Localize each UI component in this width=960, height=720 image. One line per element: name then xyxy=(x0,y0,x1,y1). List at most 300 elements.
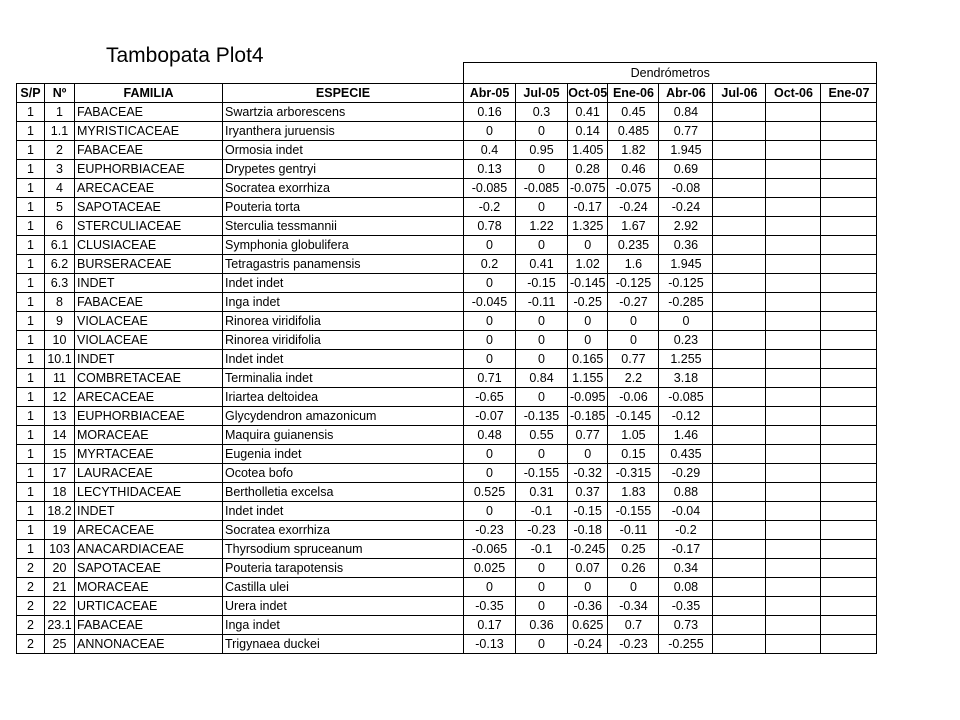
cell-familia: MYRTACEAE xyxy=(75,445,223,464)
cell-value xyxy=(713,483,766,502)
dendrometros-group-header: Dendrómetros xyxy=(464,63,877,84)
cell-value: 0.55 xyxy=(516,426,568,445)
cell-especie: Eugenia indet xyxy=(223,445,464,464)
cell-especie: Swartzia arborescens xyxy=(223,103,464,122)
cell-value: -0.1 xyxy=(516,540,568,559)
cell-value xyxy=(766,141,821,160)
cell-value xyxy=(821,388,877,407)
cell-no: 25 xyxy=(45,635,75,654)
cell-familia: URTICACEAE xyxy=(75,597,223,616)
table-row xyxy=(17,407,877,426)
cell-value: 0.78 xyxy=(464,217,516,236)
cell-value: -0.125 xyxy=(608,274,659,293)
cell-value: 0.025 xyxy=(464,559,516,578)
table-row xyxy=(17,141,877,160)
cell-value: 0.88 xyxy=(659,483,713,502)
table-row xyxy=(17,540,877,559)
cell-familia: BURSERACEAE xyxy=(75,255,223,274)
cell-value xyxy=(713,255,766,274)
cell-value: 0 xyxy=(464,578,516,597)
cell-value: -0.075 xyxy=(608,179,659,198)
cell-value xyxy=(821,597,877,616)
cell-value xyxy=(766,312,821,331)
cell-value xyxy=(766,331,821,350)
cell-familia: EUPHORBIACEAE xyxy=(75,407,223,426)
cell-value: -0.185 xyxy=(568,407,608,426)
cell-sp: 1 xyxy=(17,236,45,255)
cell-value: 0 xyxy=(516,597,568,616)
table-row xyxy=(17,255,877,274)
cell-especie: Maquira guianensis xyxy=(223,426,464,445)
cell-value: -0.04 xyxy=(659,502,713,521)
cell-value xyxy=(713,597,766,616)
cell-value: -0.17 xyxy=(659,540,713,559)
cell-no: 10 xyxy=(45,331,75,350)
cell-value: -0.095 xyxy=(568,388,608,407)
cell-value xyxy=(766,369,821,388)
cell-value: -0.075 xyxy=(568,179,608,198)
cell-value: 0.4 xyxy=(464,141,516,160)
cell-sp: 1 xyxy=(17,312,45,331)
cell-value: -0.24 xyxy=(608,198,659,217)
cell-value xyxy=(713,198,766,217)
cell-familia: VIOLACEAE xyxy=(75,331,223,350)
cell-familia: FABACEAE xyxy=(75,103,223,122)
cell-value: 0.28 xyxy=(568,160,608,179)
cell-value xyxy=(821,312,877,331)
cell-value xyxy=(821,426,877,445)
cell-value: -0.08 xyxy=(659,179,713,198)
cell-value: -0.1 xyxy=(516,502,568,521)
cell-value: -0.245 xyxy=(568,540,608,559)
cell-value: 0 xyxy=(608,312,659,331)
cell-value: -0.155 xyxy=(516,464,568,483)
cell-no: 23.1 xyxy=(45,616,75,635)
cell-value: 0 xyxy=(464,312,516,331)
cell-value xyxy=(766,616,821,635)
cell-value: 0 xyxy=(464,445,516,464)
cell-value xyxy=(766,217,821,236)
cell-value xyxy=(766,122,821,141)
cell-value xyxy=(713,122,766,141)
cell-familia: SAPOTACEAE xyxy=(75,198,223,217)
cell-value: 0 xyxy=(568,312,608,331)
cell-value xyxy=(821,407,877,426)
table-row xyxy=(17,521,877,540)
col-header-jul-05: Jul-05 xyxy=(516,84,568,103)
cell-value: 0 xyxy=(464,331,516,350)
cell-value: -0.125 xyxy=(659,274,713,293)
cell-no: 20 xyxy=(45,559,75,578)
cell-value: -0.15 xyxy=(568,502,608,521)
cell-value: -0.24 xyxy=(659,198,713,217)
cell-value: 0.71 xyxy=(464,369,516,388)
cell-value xyxy=(713,103,766,122)
cell-value: -0.32 xyxy=(568,464,608,483)
cell-value: -0.145 xyxy=(608,407,659,426)
cell-especie: Indet indet xyxy=(223,502,464,521)
cell-sp: 1 xyxy=(17,464,45,483)
cell-especie: Indet indet xyxy=(223,350,464,369)
cell-especie: Trigynaea duckei xyxy=(223,635,464,654)
col-header-ene-07: Ene-07 xyxy=(821,84,877,103)
cell-especie: Iryanthera juruensis xyxy=(223,122,464,141)
cell-value: -0.34 xyxy=(608,597,659,616)
cell-familia: EUPHORBIACEAE xyxy=(75,160,223,179)
cell-value: 3.18 xyxy=(659,369,713,388)
table-row xyxy=(17,236,877,255)
cell-especie: Indet indet xyxy=(223,274,464,293)
cell-value xyxy=(821,483,877,502)
cell-value: 0.625 xyxy=(568,616,608,635)
cell-no: 1.1 xyxy=(45,122,75,141)
cell-familia: ANNONACEAE xyxy=(75,635,223,654)
cell-value: 0 xyxy=(608,578,659,597)
cell-especie: Pouteria torta xyxy=(223,198,464,217)
cell-value: 0 xyxy=(464,122,516,141)
cell-value xyxy=(821,350,877,369)
cell-especie: Inga indet xyxy=(223,616,464,635)
cell-sp: 2 xyxy=(17,635,45,654)
cell-no: 22 xyxy=(45,597,75,616)
cell-sp: 1 xyxy=(17,331,45,350)
cell-sp: 1 xyxy=(17,179,45,198)
cell-value: 0.3 xyxy=(516,103,568,122)
cell-value: 1.83 xyxy=(608,483,659,502)
cell-value xyxy=(713,141,766,160)
cell-value: 0 xyxy=(516,388,568,407)
cell-value xyxy=(821,540,877,559)
cell-value: 0.15 xyxy=(608,445,659,464)
cell-value: 0.23 xyxy=(659,331,713,350)
table-row xyxy=(17,293,877,312)
cell-especie: Thyrsodium spruceanum xyxy=(223,540,464,559)
cell-familia: SAPOTACEAE xyxy=(75,559,223,578)
table-row xyxy=(17,578,877,597)
cell-value: -0.255 xyxy=(659,635,713,654)
cell-value: -0.285 xyxy=(659,293,713,312)
cell-familia: MYRISTICACEAE xyxy=(75,122,223,141)
cell-value xyxy=(821,255,877,274)
cell-value xyxy=(713,160,766,179)
cell-value: 0 xyxy=(516,122,568,141)
cell-value: -0.07 xyxy=(464,407,516,426)
cell-value xyxy=(766,388,821,407)
cell-especie: Iriartea deltoidea xyxy=(223,388,464,407)
cell-value xyxy=(821,198,877,217)
cell-value: -0.065 xyxy=(464,540,516,559)
cell-especie: Inga indet xyxy=(223,293,464,312)
cell-value xyxy=(821,293,877,312)
cell-value: 0.13 xyxy=(464,160,516,179)
col-header-jul-06: Jul-06 xyxy=(713,84,766,103)
table-row xyxy=(17,103,877,122)
cell-value: -0.145 xyxy=(568,274,608,293)
cell-value: -0.2 xyxy=(659,521,713,540)
cell-familia: COMBRETACEAE xyxy=(75,369,223,388)
cell-value xyxy=(766,103,821,122)
cell-no: 9 xyxy=(45,312,75,331)
cell-no: 18.2 xyxy=(45,502,75,521)
col-header-no: Nº xyxy=(45,84,75,103)
cell-sp: 1 xyxy=(17,369,45,388)
cell-value xyxy=(713,236,766,255)
cell-familia: CLUSIACEAE xyxy=(75,236,223,255)
cell-value: 0 xyxy=(516,635,568,654)
cell-value: -0.65 xyxy=(464,388,516,407)
cell-value: -0.085 xyxy=(464,179,516,198)
cell-value: -0.2 xyxy=(464,198,516,217)
cell-value: 0.36 xyxy=(516,616,568,635)
table-row xyxy=(17,426,877,445)
cell-value: -0.35 xyxy=(464,597,516,616)
cell-value: 0.84 xyxy=(516,369,568,388)
cell-familia: ARECACEAE xyxy=(75,179,223,198)
cell-value: -0.12 xyxy=(659,407,713,426)
cell-value: -0.23 xyxy=(516,521,568,540)
cell-value: 0.07 xyxy=(568,559,608,578)
cell-value: 0 xyxy=(516,445,568,464)
cell-sp: 1 xyxy=(17,293,45,312)
cell-value xyxy=(821,578,877,597)
cell-value xyxy=(821,559,877,578)
cell-no: 2 xyxy=(45,141,75,160)
cell-sp: 2 xyxy=(17,616,45,635)
cell-no: 1 xyxy=(45,103,75,122)
cell-value xyxy=(713,312,766,331)
cell-familia: LECYTHIDACEAE xyxy=(75,483,223,502)
cell-value: 0 xyxy=(516,160,568,179)
cell-value: 0.41 xyxy=(568,103,608,122)
cell-especie: Urera indet xyxy=(223,597,464,616)
cell-sp: 1 xyxy=(17,445,45,464)
table-row xyxy=(17,331,877,350)
cell-value: 0.48 xyxy=(464,426,516,445)
cell-no: 19 xyxy=(45,521,75,540)
cell-value: 0 xyxy=(464,236,516,255)
cell-value xyxy=(713,578,766,597)
cell-value xyxy=(713,274,766,293)
cell-value: 0.36 xyxy=(659,236,713,255)
cell-value xyxy=(713,217,766,236)
cell-value xyxy=(766,597,821,616)
cell-sp: 1 xyxy=(17,407,45,426)
cell-especie: Rinorea viridifolia xyxy=(223,312,464,331)
cell-value: 0 xyxy=(464,350,516,369)
cell-especie: Socratea exorrhiza xyxy=(223,179,464,198)
table-row xyxy=(17,635,877,654)
cell-value: 0 xyxy=(659,312,713,331)
cell-familia: ARECACEAE xyxy=(75,521,223,540)
cell-value xyxy=(766,407,821,426)
cell-value xyxy=(821,274,877,293)
cell-especie: Symphonia globulifera xyxy=(223,236,464,255)
cell-familia: VIOLACEAE xyxy=(75,312,223,331)
cell-sp: 1 xyxy=(17,483,45,502)
cell-value: 0.77 xyxy=(608,350,659,369)
cell-no: 18 xyxy=(45,483,75,502)
cell-familia: ARECACEAE xyxy=(75,388,223,407)
cell-value xyxy=(821,616,877,635)
cell-value xyxy=(821,217,877,236)
cell-especie: Rinorea viridifolia xyxy=(223,331,464,350)
cell-value: 0.41 xyxy=(516,255,568,274)
cell-value xyxy=(821,635,877,654)
cell-value xyxy=(713,388,766,407)
col-header-abr-06: Abr-06 xyxy=(659,84,713,103)
cell-value: -0.23 xyxy=(464,521,516,540)
cell-value xyxy=(766,464,821,483)
cell-value xyxy=(821,464,877,483)
cell-value: 0 xyxy=(516,312,568,331)
cell-value xyxy=(766,521,821,540)
table-row xyxy=(17,312,877,331)
cell-value: -0.17 xyxy=(568,198,608,217)
cell-value: 0 xyxy=(516,236,568,255)
cell-value: 0.7 xyxy=(608,616,659,635)
cell-value xyxy=(713,521,766,540)
cell-value: -0.27 xyxy=(608,293,659,312)
cell-especie: Castilla ulei xyxy=(223,578,464,597)
cell-value: 1.155 xyxy=(568,369,608,388)
cell-especie: Glycydendron amazonicum xyxy=(223,407,464,426)
col-header-familia: FAMILIA xyxy=(75,84,223,103)
cell-no: 6.3 xyxy=(45,274,75,293)
cell-value xyxy=(713,635,766,654)
cell-sp: 1 xyxy=(17,160,45,179)
table-row xyxy=(17,502,877,521)
cell-value: -0.085 xyxy=(659,388,713,407)
cell-especie: Terminalia indet xyxy=(223,369,464,388)
cell-value xyxy=(766,160,821,179)
cell-value: 0.69 xyxy=(659,160,713,179)
cell-familia: MORACEAE xyxy=(75,578,223,597)
cell-familia: INDET xyxy=(75,274,223,293)
cell-value: 0 xyxy=(516,578,568,597)
cell-value xyxy=(713,293,766,312)
cell-sp: 1 xyxy=(17,540,45,559)
cell-value: -0.155 xyxy=(608,502,659,521)
cell-value xyxy=(713,540,766,559)
cell-value xyxy=(766,559,821,578)
cell-value xyxy=(821,521,877,540)
col-header-sp: S/P xyxy=(17,84,45,103)
cell-familia: INDET xyxy=(75,350,223,369)
cell-sp: 1 xyxy=(17,255,45,274)
cell-value: 1.6 xyxy=(608,255,659,274)
cell-value: 0.77 xyxy=(659,122,713,141)
table-row xyxy=(17,274,877,293)
cell-value xyxy=(766,255,821,274)
cell-sp: 1 xyxy=(17,426,45,445)
cell-no: 21 xyxy=(45,578,75,597)
cell-sp: 2 xyxy=(17,597,45,616)
cell-value xyxy=(713,464,766,483)
page-title: Tambopata Plot4 xyxy=(106,44,264,67)
cell-familia: FABACEAE xyxy=(75,616,223,635)
cell-sp: 1 xyxy=(17,502,45,521)
cell-value: 1.22 xyxy=(516,217,568,236)
cell-value xyxy=(766,350,821,369)
cell-value: 1.02 xyxy=(568,255,608,274)
table-row xyxy=(17,464,877,483)
cell-value: -0.18 xyxy=(568,521,608,540)
table-row xyxy=(17,198,877,217)
cell-no: 10.1 xyxy=(45,350,75,369)
cell-value: 0 xyxy=(464,274,516,293)
cell-value: 0.26 xyxy=(608,559,659,578)
cell-sp: 1 xyxy=(17,217,45,236)
cell-value: 0.95 xyxy=(516,141,568,160)
cell-value: 1.82 xyxy=(608,141,659,160)
table-row xyxy=(17,559,877,578)
cell-value xyxy=(713,616,766,635)
cell-value: 1.255 xyxy=(659,350,713,369)
cell-value: 0 xyxy=(568,445,608,464)
table-row xyxy=(17,597,877,616)
cell-value: 0.37 xyxy=(568,483,608,502)
cell-value xyxy=(821,236,877,255)
cell-sp: 1 xyxy=(17,141,45,160)
table-row xyxy=(17,179,877,198)
cell-especie: Pouteria tarapotensis xyxy=(223,559,464,578)
cell-value: 1.46 xyxy=(659,426,713,445)
cell-value: 0 xyxy=(516,350,568,369)
col-header-oct-06: Oct-06 xyxy=(766,84,821,103)
cell-no: 3 xyxy=(45,160,75,179)
cell-value: 1.05 xyxy=(608,426,659,445)
cell-value: 0.45 xyxy=(608,103,659,122)
cell-value: -0.11 xyxy=(608,521,659,540)
cell-value: 0.25 xyxy=(608,540,659,559)
cell-familia: FABACEAE xyxy=(75,293,223,312)
cell-value xyxy=(766,502,821,521)
cell-value: 0.08 xyxy=(659,578,713,597)
cell-value: 2.92 xyxy=(659,217,713,236)
cell-value xyxy=(713,426,766,445)
table-row xyxy=(17,160,877,179)
data-table xyxy=(16,62,877,654)
cell-especie: Tetragastris panamensis xyxy=(223,255,464,274)
cell-value: 0 xyxy=(516,331,568,350)
cell-value xyxy=(821,160,877,179)
cell-value: -0.29 xyxy=(659,464,713,483)
cell-familia: ANACARDIACEAE xyxy=(75,540,223,559)
column-header-row xyxy=(17,84,877,103)
cell-value: 0.17 xyxy=(464,616,516,635)
cell-value: 0 xyxy=(516,559,568,578)
cell-value: 0.77 xyxy=(568,426,608,445)
cell-no: 12 xyxy=(45,388,75,407)
cell-value xyxy=(713,502,766,521)
cell-value xyxy=(821,141,877,160)
cell-no: 15 xyxy=(45,445,75,464)
cell-value: 0.84 xyxy=(659,103,713,122)
cell-value xyxy=(766,179,821,198)
cell-value: -0.23 xyxy=(608,635,659,654)
cell-sp: 1 xyxy=(17,388,45,407)
cell-value: -0.045 xyxy=(464,293,516,312)
cell-value: 0 xyxy=(464,502,516,521)
cell-value: -0.35 xyxy=(659,597,713,616)
cell-sp: 2 xyxy=(17,559,45,578)
cell-value xyxy=(766,293,821,312)
cell-value xyxy=(713,445,766,464)
cell-familia: FABACEAE xyxy=(75,141,223,160)
cell-value: 0 xyxy=(568,331,608,350)
cell-no: 6 xyxy=(45,217,75,236)
cell-value xyxy=(713,407,766,426)
